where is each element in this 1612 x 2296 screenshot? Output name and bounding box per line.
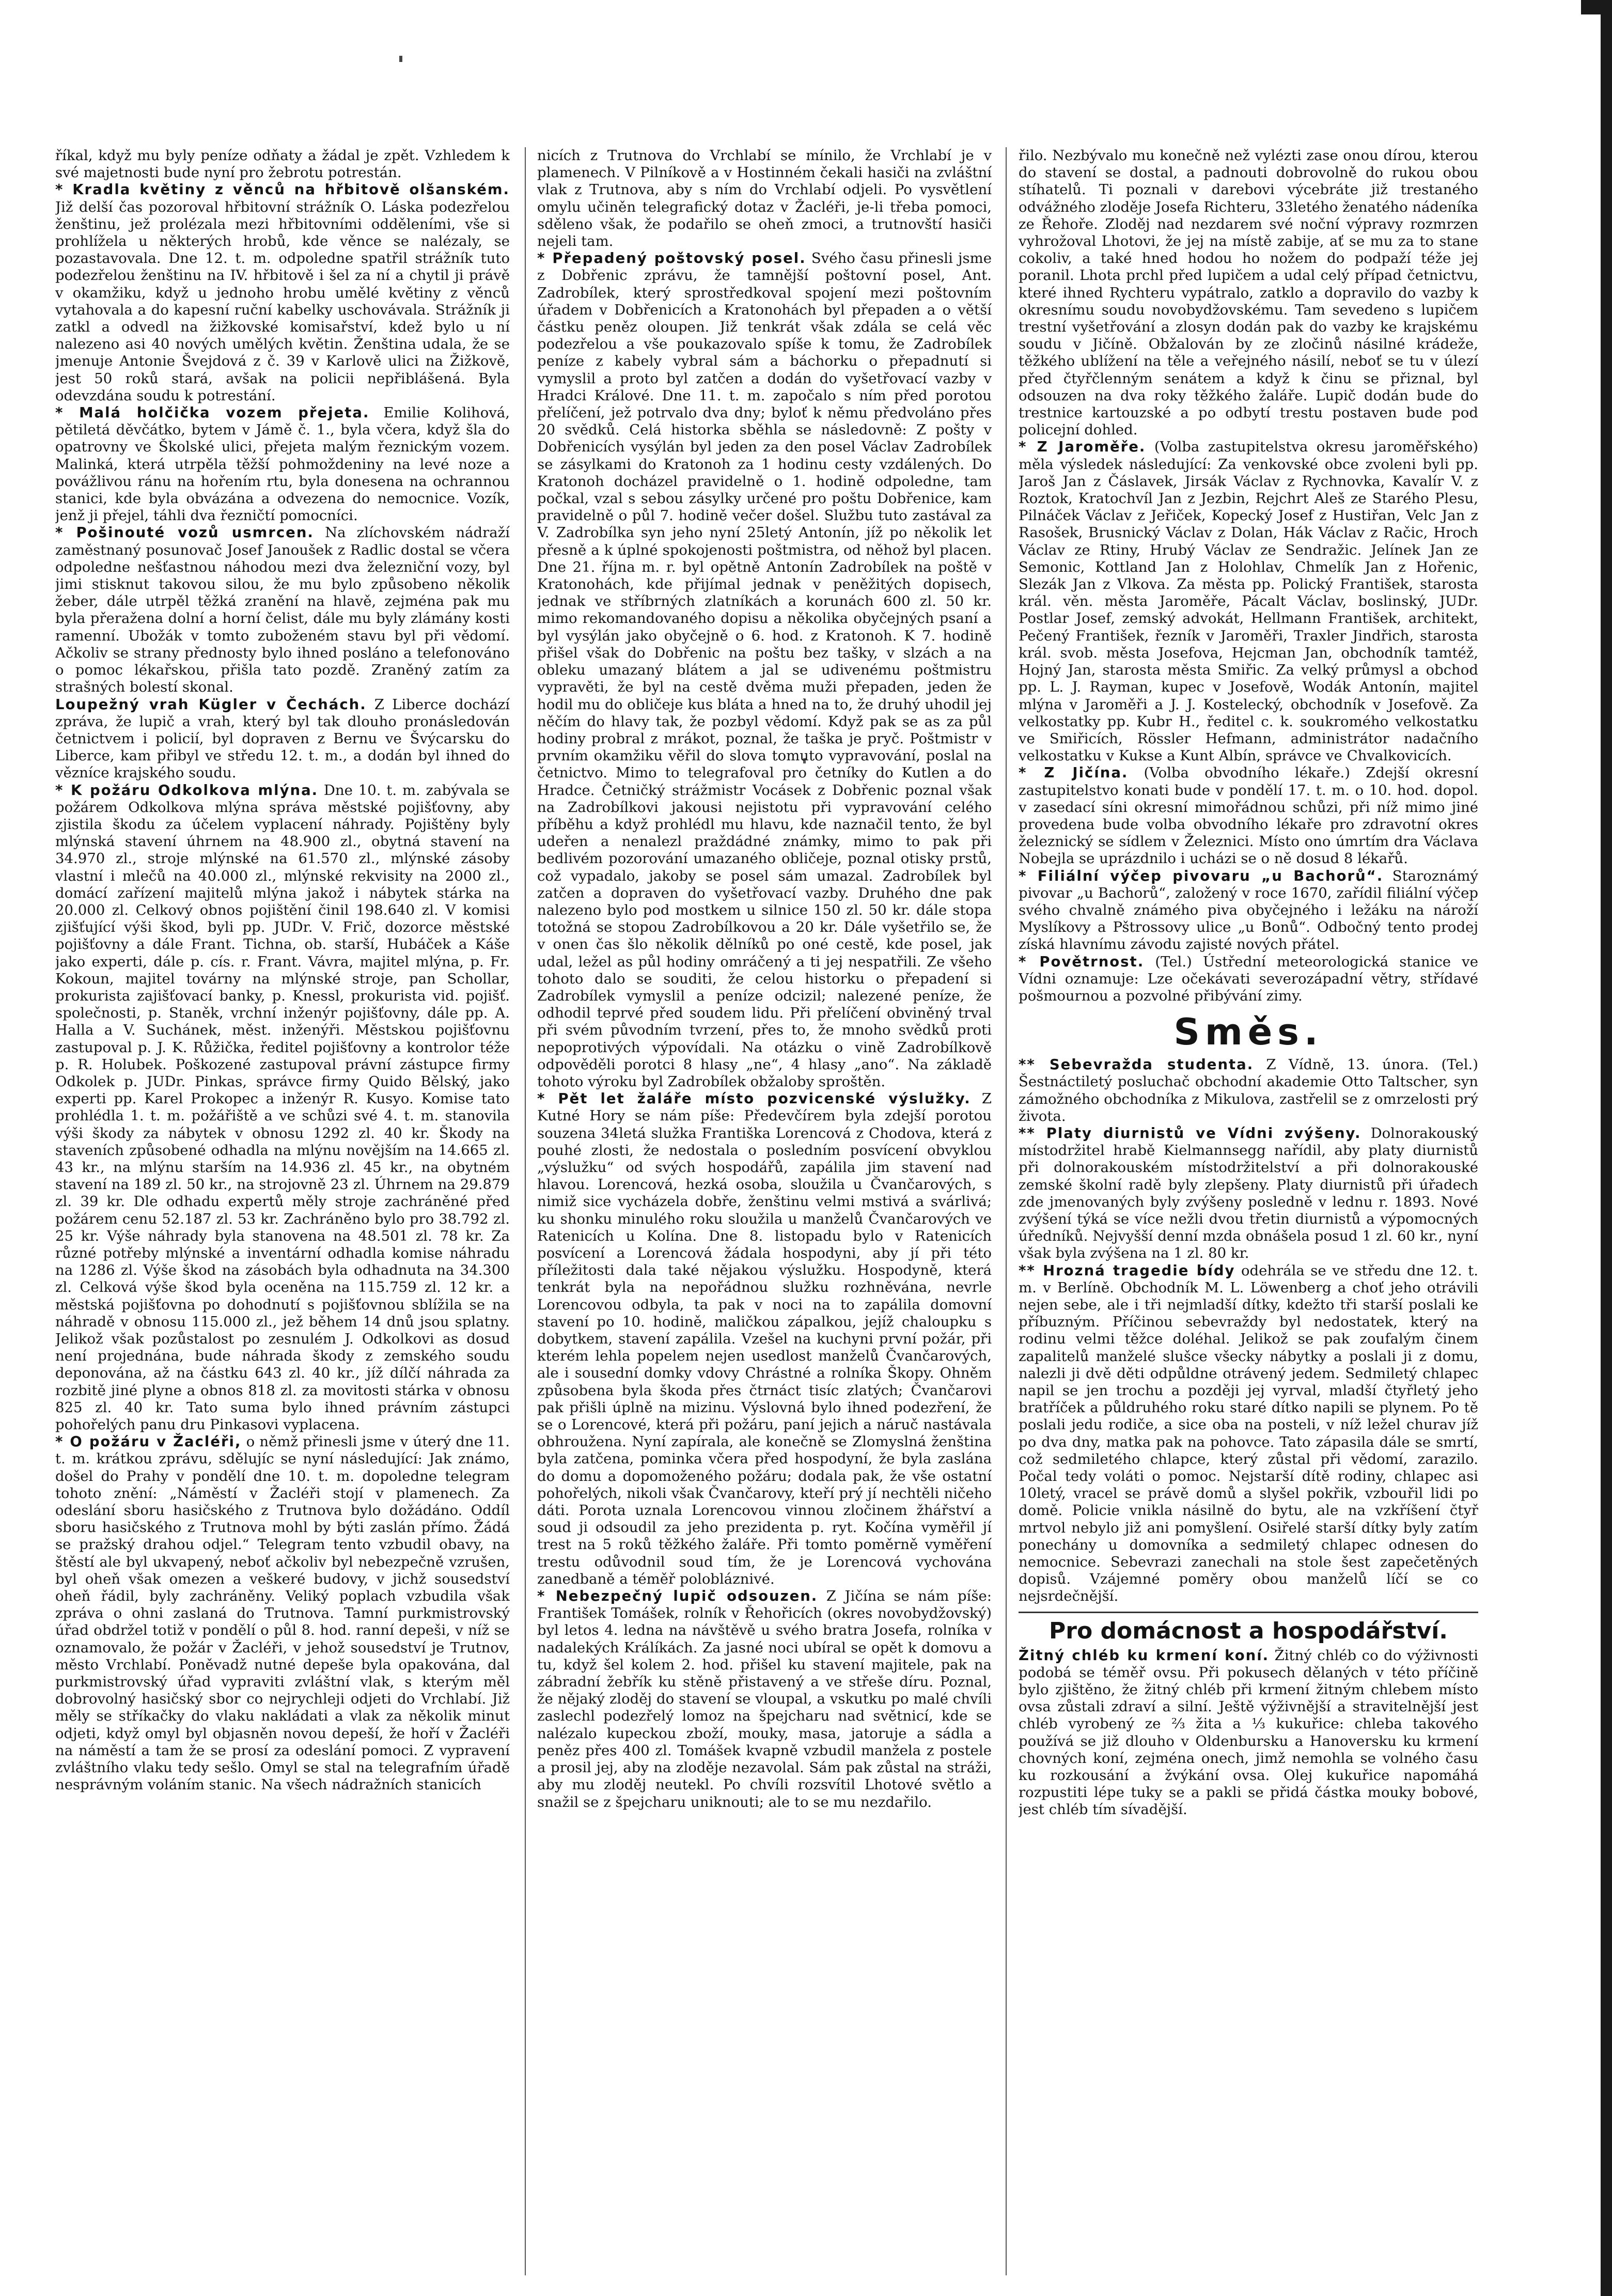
article-headline: * Kradla květiny z věnců na hřbitově olšanském. [55, 181, 510, 198]
article-paragraph [537, 250, 992, 1090]
article-text: řilo. Nezbývalo mu konečně než vylézti zase onou dírou, kterou do stavení se dostal, a padnouti dobrovolně do rukou obou stíhatelů. Ti poznali v darebovi výcebráte již trestaného odvážného zloděje Josefa Richteru, 33letého ženatého nádeníka ze Řehoře. Zloděj nad nezdarem své noční výpravy rozmrzen vyhrožoval Lhotovi, že jej na místě zabije, ať se mu za to stane cokoliv, a také hned hodou ho nožem do podpaží téže jej poranil. Lhota prchl před lupičem a udal celý případ četnictvu, které ihned Rychteru vypátralo, zatklo a dopravilo do vazby k okresnímu soudu novobydžovskému. Tam sevedeno s lupičem trestní vyšetřování a zlosyn dodán pak do vazby ke krajskému soudu v Jičíně. Obžalován by ze zločinů násilné krádeže, těžkého ublížení na těle a veřejného násilí, neboť se tu v úlezí před čtyřčlenným senátem a když k činu se přiznal, byl odsouzen na dva roky těžkého žaláře. Lupič dodán bude do trestnice kartouzské a po odbytí trestu postaven bude pod policejní dohled. [1019, 147, 1478, 439]
article-paragraph [537, 147, 992, 250]
article-headline: * Pošinouté vozů usmrcen. [55, 524, 314, 541]
article-paragraph [55, 782, 510, 1434]
article-paragraph [537, 1588, 992, 1811]
article-headline: * Nebezpečný lupič odsouzen. [537, 1588, 818, 1605]
article-paragraph [55, 404, 510, 524]
article-text: říkal, když mu byly peníze odňaty a žádal je zpět. Vzhledem k své majetnosti bude nyní pro žebrotu potrestán. [55, 147, 510, 181]
scan-edge-corner [1581, 0, 1612, 14]
article-headline: Loupežný vrah Kügler v Čechách. [55, 696, 367, 713]
article-text: odehrála se ve středu dne 12. t. m. v Berlíně. Obchodník M. L. Löwenberg a choť jeho otrávili nejen sebe, ale i tři nejmladší dítky, kdežto tři starší poslali ke příbuzným. Příčinou sebevraždy byl nedostatek, který na rodinu velmi těžce doléhal. Jelikož se pak zoufalým činem zapalitelů manželé slušce všecky nábytky a poslali ji z domu, nalezli ji dvě děti odpůldne otrávený jedem. Sedmiletý chlapec napil se jen trochu a později jej vyrval, mladší čtyřletý jeho bratříček a půldruhého roku staré dítko napili se plynem. Po tě poslali jedu rodiče, a sice oba na posteli, v níž ležel churav jíž po dva dny, matka pak na pohovce. Tato zápasila dále se smrtí, což sedmiletého chlapce, který zůstal při vědomí, zarazilo. Počal tedy voláti o pomoc. Nejstarší dítě rodiny, chlapec asi 10letý, vracel se právě domů a slyšel pokřik, vzbouřil lidi po domě. Policie vnikla násilně do bytu, ale na vzkříšení čtyř mrtvol nebylo již ani pomyšlení. Osiřelé starší dítky byly zatím ponechány u domovníka a sedmiletý chlapec odnesen do nemocnice. Sebevrazi zanechali na stole šest zapečetěných dopisů. Vzájemné poměry obou manželů líčí se co nejsrdečnější. [1019, 1262, 1478, 1605]
article-headline: * O požáru v Žacléři, [55, 1433, 242, 1450]
article-paragraph [1019, 1647, 1478, 1819]
article-text: Již delší čas pozoroval hřbitovní strážník O. Láska podezřelou ženštinu, jež prolézala mezi hřbitovními odděleními, vše si prohlížela u některých hrobů, kde věnce se nalézaly, se pozastavovala. Dne 12. t. m. odpoledne spatřil strážník tuto podezřelou ženštinu na IV. hřbitově i šel za ní a chytil ji právě v okamžiku, když u jednoho hrobu umělé květiny z věnců vytahovala a do kapesní ruční kabelky uschovávala. Strážník ji zatkl a odvedl na žižkovské komisařství, kdež bylo u ní nalezeno asi 40 nových umělých květin. Ženština udala, že se jmenuje Antonie Švejdová z č. 39 v Karlově ulici na Žižkově, jest 50 roků stará, avšak na policii nepřiblášená. Byla odevzdána soudu k potrestání. [55, 198, 510, 404]
article-paragraph [1019, 868, 1478, 954]
article-paragraph [1019, 1056, 1478, 1125]
article-text: nicích z Trutnova do Vrchlabí se mínilo, že Vrchlabí je v plamenech. V Pilníkově a v Hostinném čekali hasiči na zvláštní vlak z Trutnova, aby s ním do Vrchlabí odjeli. Po vysvětlení omylu učiněn telegrafický dotaz v Žacléři, je-li třeba pomoci, sděleno však, že podařilo se oheň zmoci, a trutnovští hasiči nejeli tam. [537, 147, 992, 250]
article-text: Žitný chléb co do výživnosti podobá se téměř ovsu. Při pokusech dělaných v této příčině bylo zjištěno, že žitný chléb při krmení žitným chlebem místo ovsa zůstali zdraví a silní. Ještě výživnější a stravitelnější jest chléb vyrobený ze ⅔ žita a ⅓ kukuřice: chleba takového používá se již dlouho v Oldenbursku a Hanoversku ku krmení chovných koní, zejména onech, jimž nemohla se volného času ku rozkousání a žvýkání ovsa. Olej kukuřice napomáhá rozpustiti lépe tuky se a pakli se přidá částka mouky bobové, jest chléb tím sívadější. [1019, 1647, 1478, 1818]
article-paragraph [55, 1433, 510, 1793]
article-headline: Žitný chléb ku krmení koní. [1019, 1647, 1270, 1664]
article-paragraph [1019, 439, 1478, 764]
article-headline: * Malá holčička vozem přejeta. [55, 404, 370, 421]
article-headline: * Filiální výčep pivovaru „u Bachorů“. [1019, 867, 1384, 884]
article-headline: * Přepadený poštovský posel. [537, 250, 806, 267]
scan-edge-dark [1601, 0, 1612, 2296]
article-headline: * K požáru Odkolkova mlýna. [55, 782, 319, 799]
article-headline: * Z Jaroměře. [1019, 439, 1146, 456]
article-headline: ** Sebevražda studenta. [1019, 1056, 1254, 1073]
section-heading: Směs. [1173, 1011, 1323, 1054]
article-text: Z Vídně, 13. února. (Tel.) Šestnáctiletý posluchač obchodní akademie Otto Taltscher, syn zámožného obchodníka z Mikulova, zastřelil se z omrzelosti prý života. [1019, 1056, 1478, 1124]
article-text: Dolnorakouský místodržitel hrabě Kielmannsegg nařídil, aby platy diurnistů při dolnorakouském místodržitelství a při dolnorakouské zemské školní radě byly zlepšeny. Platy diurnistů při úřadech zde jmenovaných byly zvýšeny posledně v lednu r. 1893. Nové zvýšení týká se více nežli dvou třetin diurnistů a výpomocných úředníků. Nejvyšší denní mzda obnášela posud 1 zl. 60 kr., nyní však byla zvýšena na 1 zl. 80 kr. [1019, 1124, 1478, 1262]
article-paragraph [1019, 147, 1478, 439]
article-text: Z Liberce dochází zpráva, že lupič a vrah, který byl tak dlouho pronásledován četnictvem i policií, byl dopraven z Bernu ve Švýcarsku do Liberce, kam přibyl ve středu 12. t. m., a dodán byl ihned do vězníce krajského soudu. [55, 696, 510, 782]
article-text: o němž přinesli jsme v úterý dne 11. t. m. krátkou zprávu, sdělujíc se nyní následující: Jak známo, došel do Prahy v pondělí dne 10. t. m. dopoledne telegram tohoto znění: „Náměstí v Žacléři stojí v plamenech. Za odeslání sboru hasičského z Trutnova bylo dožádáno. Oddíl sboru hasičského z Trutnova mohl by býti zaslán přímo. Žádá se pražský drahou odjel.“ Telegram tento vzbudil obavy, na štěstí ale byl ukvapený, neboť ačkoliv byl nebezpečně vzrušen, byl oheň však omezen a veškeré budovy, v jichž sousedství oheň řádil, byly zachráněny. Veliký poplach vzbudila však zpráva o ohni zaslaná do Trutnova. Tamní purkmistrovský úřad obdržel totiž v pondělí o půl 8. hod. ranní depeši, v níž se oznamovalo, že požár v Žacléři, v jehož sousedství je Trutnov, město Vrchlabí. Poněvadž nutné depeše byla opakována, dal purkmistrovský úřad vypraviti zvláštní vlak, s kterým měl dobrovolný hasičský sbor co nejrychleji odjeti do Vrchlabí. Již měly se stříkačky do vlaku nakládati a vlak za několik minut odjeti, když omyl byl objasněn novou depeší, že hoří v Žacléři na náměstí a tam že se prosí za odeslání pomoci. Z vypravení zvláštního vlaku tedy sešlo. Omyl se stal na telegrafním úřadě nesprávným voláním stanic. Na všech nádražních stanicích [55, 1433, 510, 1793]
article-headline: ** Hrozná tragedie bídy [1019, 1262, 1235, 1279]
article-paragraph [1019, 954, 1478, 1005]
article-headline: * Pět let žaláře místo pozvicenské výslužky. [537, 1090, 971, 1107]
column-rule [525, 147, 526, 2275]
column-2 [537, 147, 992, 2281]
article-text: Dne 10. t. m. zabývala se požárem Odkolkova mlýna správa městské pojišťovny, aby zjistila škodu za účelem vyplacení náhrady. Pojištěny byly mlýnská stavení úhrnem na 48.900 zl., obytná stavení na 34.970 zl., stroje mlýnské na 61.570 zl., mlýnské zásoby vlastní i mlečů na 40.000 zl., mlýnské rekvisity na 2000 zl., domácí zařízení majitelů mlýna jakož i nábytek stárka na 20.000 zl. Celkový obnos pojištění činil 198.640 zl. V komisi zjišťující výši škod, byli pp. JUDr. V. Frič, dozorce městské pojišťovny a dále Frant. Tichna, ob. starší, Hubáček a Káše jako experti, dále p. cís. r. Frant. Vávra, majitel mlýna, p. Fr. Kokoun, majitel továrny na mlýnské stroje, pan Schollar, prokurista zajišťovací banky, p. Knessl, prokurista vid. pojišť. společnosti, p. Staněk, vrchní inženýr pojišťovny, dále pp. A. Halla a V. Suchánek, měst. inženýři. Městskou pojišťovnu zastupoval p. J. K. Růžička, ředitel pojišťovny a kontrolor téže p. R. Holubek. Poškozené zastupoval právní zástupce firmy Odkolek p. JUDr. Pinkas, správce firmy Quido Bělský, jako experti pp. Karel Prokopec a inženýr R. Kusyo. Komise tato prohlédla 1. t. m. požářiště a ve schůzi své 4. t. m. stanovila výši škody za nábytek v obnosu 1292 zl. 40 kr. Škody na staveních způsobené odhadla na mlýnu novějším na 14.665 zl. 43 kr., na mlýnu starším na 14.936 zl. 45 kr., na obytném stavení na 189 zl. 50 kr., na strojovně 23 zl. Úhrnem na 29.879 zl. 39 kr. Dle odhadu expertů měly stroje zachráněné před požárem cenu 52.187 zl. 53 kr. Zachráněno bylo pro 38.792 zl. 25 kr. Výše náhrady byla stanovena na 48.501 zl. 78 kr. Za různé potřeby mlýnské a inventární odhadla komise náhradu na 1286 zl. Výše škod na zásobách byla odhadnuta na 34.300 zl. Celková výše škod byla oceněna na 115.759 zl. 12 kr. a městská pojišťovna po dohodnutí s pojišťovnou sblížila se na náhradě v obnosu 115.000 zl., jež během 14 dnů jsou splatny. Jelikož však pozůstalost po zesnulém J. Odkolkovi as dosud není projednána, bude náhrada škody z zemského soudu deponována, až na částku 643 zl. 40 kr., jíž dílčí náhrada za rozbitě jiné plyne a obnos 818 zl. za movitosti stárka v obnosu 825 zl. 40 kr. Tato suma bylo ihned právním zástupci pohořelých panu dru Pinkasovi vyplacena. [55, 782, 510, 1433]
article-text: Emilie Kolihová, pětiletá děvčátko, bytem v Jámě č. 1., byla včera, když šla do opatrovny ve Školské ulici, přejeta malým řeznickým vozem. Malinká, která utrpěla těžší pohmoždeniny na levé noze a povážlivou ránu na hořením rtu, byla donesena na ochrannou stanici, kde byla obvázána a odvezena do nemocnice. Vozík, jenž ji přejel, táhli dva řezničtí pomocníci. [55, 404, 510, 524]
article-paragraph [1019, 1262, 1478, 1605]
article-text: Z Kutné Hory se nám píše: Předevčírem byla zdejší porotou souzena 34letá služka Františka Lorencová z Chodova, která z pouhé zlosti, že nedostala o posledním posvícení obvyklou „výslužku“ od svých hospodářů, zapálila jim stavení nad hlavou. Lorencová, hezká osoba, sloužila u Čvančarových, s nimiž sice vycházela dobře, ženštinu velmi mstivá a svárlivá; ku shonku minulého roku sloužila u manželů Čvančarových ve Ratenicích u Kolína. Dne 8. listopadu bylo v Ratenicích posvícení a Lorencová žádala hospodyni, aby jí při této příležitosti dala také nějakou výslužku. Hospodyně, která tenkrát byla na nepořádnou služku rozhněvána, nevrle Lorencovou odbyla, ta pak v noci na to zapálila domovní stavení po 10. hodině, maličkou zápalkou, jejíž chaloupku s dobytkem, stavení zapálila. Vzešel na kuchyni první požár, při kterém lehla popelem nejen usedlost manželů Čvančarových, ale i sousední domky vdovy Chrástné a rolníka Škopy. Ohněm způsobena byla škoda přes čtrnáct tisíc zlatých; Čvančarovi pak přišli úplně na mizinu. Výslovná bylo ihned podezření, že se o Lorencové, která při požáru, paní jejich a náruč nastávala obhroužena. Nyní zapírala, ale konečně se Zlomyslná ženština byla zatčena, pominka včera před hospodyní, že byla zaslána do domu a dopomoženého požáru; dodala pak, že vše ostatní pohořelých, nikoli však Čvančarovy, kteří prý jí nechtěli ničeho dáti. Porota uznala Lorencovou vinnou zločinem žhářství a soud ji odsoudil za jeho prezidenta p. ryt. Kočína vyměřil jí trest na 5 roků těžkého žaláře. Při tomto poměrně vyměření trestu odůvodnil soud tím, že je Lorencová vychována zanedbaně a téměř polobláznivé. [537, 1090, 992, 1587]
article-text: (Volba obvodního lékaře.) Zdejší okresní zastupitelstvo konati bude v pondělí 17. t. m. o 10. hod. dopol. v zasedací síni okresní mimořádnou schůzi, při níž mimo jiné provedena bude volba obvodního lékaře pro zdravotní okres železnický se sídlem v Železnici. Místo ono úmrtím dra Václava Nobejla se uprázdnilo i ucházi se o ně dosud 8 lékařů. [1019, 764, 1478, 867]
column-3 [1019, 147, 1478, 2281]
print-speck [399, 56, 402, 62]
article-headline: * Povětrnost. [1019, 953, 1145, 970]
article-text: Staroznámý pivovar „u Bachorů“, založený v roce 1670, zařídil filiální výčep svého chvalně známého piva obyčejného i ležáku na nároží Myslíkovy a Pštrossovy ulice „u Bonů“. Odbočný tento prodej získá hlavnímu závodu zajisté nových přátel. [1019, 867, 1478, 953]
article-text: (Volba zastupitelstva okresu jaroměřského) měla výsledek následující: Za venkovské obce zvoleni byli pp. Jaroš Jan z Čáslavek, Jirsák Václav z Rychnovka, Kavalír V. z Roztok, Kratochvíl Jan z Jezbin, Rejchrt Aleš ze Starého Plesu, Pilnáček Václav z Jeřiček, Kopecký Josef z Hustiřan, Velc Jan z Rasošek, Brusnický Václav z Dolan, Hák Václav z Račic, Hroch Václav ze Rtiny, Hrubý Václav ze Sendražic. Jelínek Jan ze Semonic, Kottland Jan z Holohlav, Chmelík Jan z Hořenic, Slezák Jan z Vlkova. Za města pp. Polický František, starosta král. věn. města Jaroměře, Pácalt Václav, boslinský, JUDr. Postlar Josef, zemský advokát, Hellmann František, architekt, Pečený František, řezník v Jaroměři, Traxler Jindřich, starosta král. svob. města Josefova, Hejcman Jan, obchodník tamtéž, Hojný Jan, starosta města Smiřic. Za velký průmysl a obchod pp. L. J. Rayman, kupec v Josefově, Wodák Antonín, majitel mlýna v Jaroměři a J. J. Kostelecký, obchodník v Josefově. Za velkostatky pp. Kubr H., ředitel c. k. soukromého velkostatku ve Smiřicích, Rössler Hefmann, administrátor nadačního velkostatku v Kukse a Kunt Albín, správce ve Chvalkovicích. [1019, 439, 1478, 764]
article-text: Z Jičína se nám píše: František Tomášek, rolník v Řehořicích (okres novobydžovský) byl letos 4. ledna na návštěvě u svého bratra Josefa, rolníka v nadalekých Králíkách. Za jasné noci ubíral se opět k domovu a tu, když šel kolem 2. hod. přišel ku stavení majitele, pak na zábradní žebřík ku stěně přistavený a ve střeše díru. Poznal, že nějaký zloděj do stavení se vloupal, a vskutku po malé chvíli zaslechl podezřelý lomoz na špejcharu nad světnicí, kde se nalézalo kupeckou zboží, mouky, masa, jatoruje a sádla a peněz přes 400 zl. Tomášek kvapně vzbudil manžela z postele a prosil jej, aby na zloděje nezavolal. Sám pak zůstal na stráži, aby mu zloděj neutekl. Po chvíli rozsvítil Lhotové světlo a snažil se z špejcharu uniknouti; ale to se mu nezdařilo. [537, 1588, 992, 1810]
article-headline: ** Platy diurnistů ve Vídni zvýšeny. [1019, 1124, 1361, 1142]
article-paragraph [55, 696, 510, 782]
section-heading: Pro domácnost a hospodářství. [1019, 1612, 1478, 1646]
article-paragraph [55, 147, 510, 181]
article-text: Svého času přinesli jsme z Dobřenic zprávu, že tamnější poštovní posel, Ant. Zadrobílek, který sprostředkoval spojení mezi poštovním úřadem v Dobřenicích a Kratonohách byl přepaden a o větší částku peněz oloupen. Již tenkrát však zdála se celá věc podezřelou a vše poukazovalo spíše k tomu, že Zadrobílek peníze z kabely vybral sám a báchorku o přepadnutí si vymyslil a proto byl zatčen a dodán do vyšetřovací vazby v Hradci Králové. Dne 11. t. m. započalo s ním před porotou přelíčení, jež potrvalo dva dny; byloť k němu předvoláno přes 20 svědků. Celá historka sběhla se následovně: Z pošty v Dobřenicích vysýlán byl jeden za den posel Václav Zadrobílek se zásylkami do Kratonoh za 1 hodinu cesty vzdálených. Do Kratonoh docházel pravidelně o 1. hodině odpoledne, tam počkal, vzal s sebou zásylky určené pro poštu Dobřenice, kam pravidelně o půl 7. hodině večer došel. Službu tuto zastával za V. Zadrobílka syn jeho nyní 25letý Antonín, jíž po několik let přesně a k úplné spokojenosti poštmistra, od něhož byl placen. Dne 21. října m. r. byl opětně Antonín Zadrobílek na poště v Kratonohách, kde přijímal jednak v peněžitých dopisech, jednak ve stříbrných zlatníkách a korunách 600 zl. 50 kr. mimo rekomandovaného dopisu a několika obyčejných psaní a byl vysýlán jako obyčejně o 6. hod. z Kratonoh. K 7. hodině přišel však do Dobřenic na poštu bez tašky, v slzách a na obleku umazaný blátem a jal se udivenému poštmistru vypravěti, že byl na cestě dvěma muži přepaden, jeden že hodil mu do obličeje kus bláta a hned na to, že druhý uhodil jej něčím do hlavy tak, že pozbyl vědomí. Když pak se as za půl hodiny probral z mrákot, poznal, že taška je pryč. Poštmistr v prvním okamžiku věřil do slova tomuto vypravování, poslal na četnictvo. Mimo to telegrafoval pro četníky do Kutlen a do Hradce. Četničký strážmistr Vocásek z Dobřenic poznal však na Zadrobílkovi jakousi nejistotu při vypravování celého příběhu a když prohlédl mu hlavu, kde naznačil tento, že byl udeřen a nenalezl praždádné známky, mimo to pak při bedlivém pozorování umazaného obličeje, poznal otisky prstů, což vypadalo, jakoby se posel sám umazal. Zadrobílek byl zatčen a dopraven do vyšetřovací vazby. Druhého dne pak nalezeno bylo pod mostkem u silnice 150 zl. 50 kr. dále stopa totožná se stopou Zadrobílkovou a 20 kr. Dále vyšetřilo se, že v onen čas šlo několik dělníků po oné cestě, kde posel, jak udal, ležel as půl hodiny omráčený a ti jej nespatřili. Ze všeho tohoto dalo se souditi, že celou historku o přepadení si Zadrobílek vymyslil a peníze odcizil; nalezené peníze, že odhodil teprvé před soudem lidu. Při přelíčení obviněný trval při svém původním tvrzení, přes to, že mnoho svědků proti nepoprotivých výpovídali. Na otázku o vině Zadrobílkově odpověděli porotci 8 hlasy „ne“, 4 hlasy „ano“. Na základě tohoto výroku byl Zadrobílek obžaloby sproštěn. [537, 250, 992, 1090]
column-1 [55, 147, 510, 2281]
article-paragraph [537, 1090, 992, 1588]
article-paragraph [55, 524, 510, 696]
article-text: Na zlíchovském nádraží zaměstnaný posunovač Josef Janoušek z Radlic dostal se včera odpoledne nešťastnou náhodou mezi dva železniční vozy, byl jimi stisknut takovou silou, že mu bylo způsobeno několik žeber, dále utrpěl těžká zranění na hlavě, zejména pak mu byla přeražena dolní a horní čelist, dále mu byly zlámány kosti ramenní. Ubožák v tomto zuboženém stavu byl při vědomí. Ačkoliv se strany přednosty bylo ihned posláno a telefonováno o pomoc lékařskou, přišla tato pozdě. Zraněný zatím za strašných bolestí skonal. [55, 524, 510, 696]
column-rule [1006, 147, 1007, 2275]
article-paragraph [1019, 764, 1478, 867]
article-headline: * Z Jičína. [1019, 764, 1129, 782]
article-text: (Tel.) Ústřední meteorologická stanice ve Vídni oznamuje: Lze očekávati severozápadní větry, střídavé pošmournou a pozvolné přibývání zimy. [1019, 953, 1478, 1004]
article-paragraph [55, 181, 510, 404]
article-paragraph [1019, 1125, 1478, 1262]
